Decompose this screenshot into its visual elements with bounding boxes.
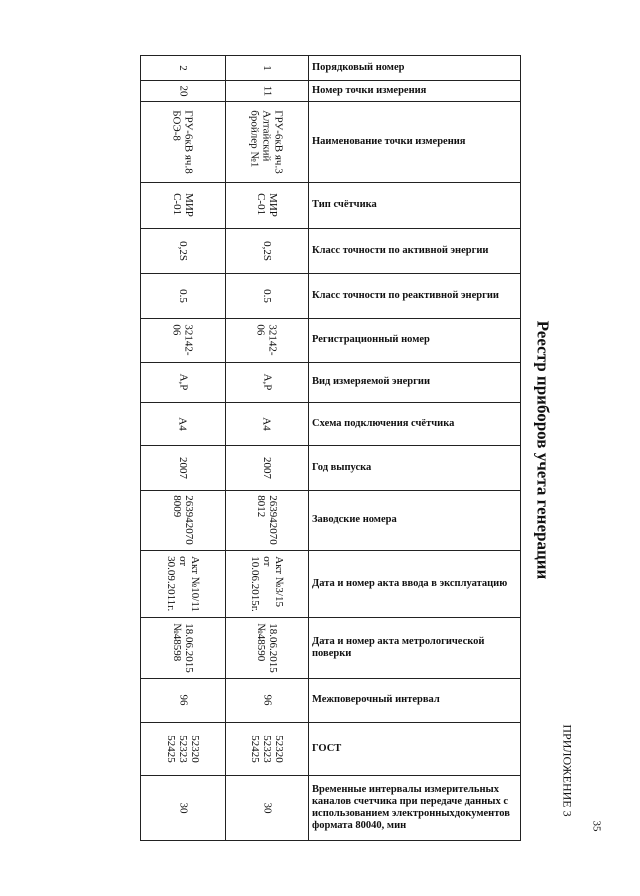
row-2-cell bbox=[141, 318, 225, 362]
column-label: Схема подключения счётчика bbox=[312, 417, 455, 429]
column-label: Временные интервалы измерительных каналов счетчика при передаче данных с использованием электронныхдокументов формата 80040, мин bbox=[312, 783, 510, 831]
cell-value: 2007 bbox=[177, 456, 189, 479]
row-1-cell bbox=[226, 273, 308, 318]
row-1-cell bbox=[226, 550, 308, 617]
cell-value: А4 bbox=[260, 416, 273, 431]
row-2-cell bbox=[141, 182, 225, 228]
column-label: Дата и номер акта метрологической поверки bbox=[312, 635, 485, 659]
row-1-cell bbox=[226, 490, 308, 550]
row-2-cell bbox=[141, 722, 225, 775]
cell-value: 0,2S bbox=[261, 240, 273, 261]
cell-value: ГРУ-6кВ яч.8 БОЭ-8 bbox=[171, 109, 195, 174]
cell-value: ГРУ-6кВ яч.3 Алтайский бройлер №1 bbox=[249, 109, 285, 174]
column-label: ГОСТ bbox=[312, 742, 342, 754]
row-1-cell bbox=[226, 445, 308, 490]
cell-value: МИР С-01 bbox=[171, 193, 195, 217]
column-label: Класс точности по активной энергии bbox=[312, 244, 489, 256]
row-1-cell bbox=[226, 362, 308, 402]
cell-value: 18.06.2015 №48590 bbox=[255, 622, 279, 673]
cell-value: 1 bbox=[261, 64, 273, 71]
cell-value: 96 bbox=[261, 694, 273, 706]
cell-value: 11 bbox=[261, 85, 273, 96]
column-label: Тип счётчика bbox=[312, 199, 377, 210]
row-2-cell bbox=[141, 402, 225, 445]
appendix-label: ПРИЛОЖЕНИЕ 3 bbox=[560, 723, 575, 817]
cell-value: Акт №3/15 от 10.06.2015г. bbox=[249, 555, 285, 612]
cell-value: 30 bbox=[177, 802, 189, 813]
row-2-cell bbox=[141, 617, 225, 678]
row-1-cell bbox=[226, 775, 308, 840]
row-1-cell bbox=[226, 402, 308, 445]
row-1-cell bbox=[226, 182, 308, 228]
column-label: Наименование точки измерения bbox=[312, 135, 466, 147]
row-2-cell bbox=[141, 228, 225, 273]
cell-value: 263942070 8009 bbox=[171, 495, 195, 545]
column-label: Заводские номера bbox=[312, 514, 397, 525]
row-1-cell bbox=[226, 55, 308, 80]
row-2-cell bbox=[141, 362, 225, 402]
column-label: Порядковый номер bbox=[312, 61, 405, 73]
cell-value: 52320 52323 52425 bbox=[249, 734, 285, 763]
cell-value: 2007 bbox=[261, 456, 273, 479]
cell-value: 263942070 8012 bbox=[255, 495, 279, 545]
row-1-cell bbox=[226, 228, 308, 273]
cell-value: 2 bbox=[177, 64, 189, 71]
column-label: Межповерочный интервал bbox=[312, 694, 440, 705]
column-label: Регистрационный номер bbox=[312, 334, 430, 345]
table-row-divider bbox=[140, 840, 521, 841]
cell-value: 0.5 bbox=[261, 288, 273, 303]
cell-value: 32142- 06 bbox=[170, 324, 195, 356]
row-1-cell bbox=[226, 722, 308, 775]
row-2-cell bbox=[141, 678, 225, 722]
cell-value: А,Р bbox=[261, 373, 273, 391]
column-label: Класс точности по реактивной энергии bbox=[312, 289, 499, 301]
page-title: Реестр приборов учета генерации bbox=[533, 320, 552, 580]
row-1-cell bbox=[226, 617, 308, 678]
column-label: Год выпуска bbox=[312, 461, 372, 473]
cell-value: 20 bbox=[177, 85, 189, 96]
row-2-cell bbox=[141, 101, 225, 182]
row-2-cell bbox=[141, 775, 225, 840]
column-label: Номер точки измерения bbox=[312, 84, 427, 96]
row-1-cell bbox=[226, 101, 308, 182]
row-2-cell bbox=[141, 80, 225, 101]
column-label: Дата и номер акта ввода в эксплуатацию bbox=[312, 577, 508, 589]
cell-value: 0,2S bbox=[177, 240, 189, 261]
page-number: 35 bbox=[590, 820, 602, 832]
row-1-cell bbox=[226, 318, 308, 362]
cell-value: МИР С-01 bbox=[255, 193, 279, 217]
row-2-cell bbox=[141, 55, 225, 80]
cell-value: А4 bbox=[176, 416, 189, 431]
row-1-cell bbox=[226, 80, 308, 101]
cell-value: 52320 52323 52425 bbox=[165, 734, 201, 763]
cell-value: 18.06.2015 №48598 bbox=[171, 622, 195, 673]
cell-value: Акт №10/11 от 30.09.2011г. bbox=[165, 555, 201, 612]
cell-value: 0.5 bbox=[177, 288, 189, 303]
row-2-cell bbox=[141, 273, 225, 318]
row-1-cell bbox=[226, 678, 308, 722]
row-2-cell bbox=[141, 445, 225, 490]
column-label: Вид измеряемой энергии bbox=[312, 376, 430, 387]
row-2-cell bbox=[141, 490, 225, 550]
row-2-cell bbox=[141, 550, 225, 617]
cell-value: 96 bbox=[177, 694, 189, 706]
cell-value: 30 bbox=[261, 802, 273, 813]
cell-value: А,Р bbox=[177, 373, 189, 391]
cell-value: 32142- 06 bbox=[254, 324, 279, 356]
